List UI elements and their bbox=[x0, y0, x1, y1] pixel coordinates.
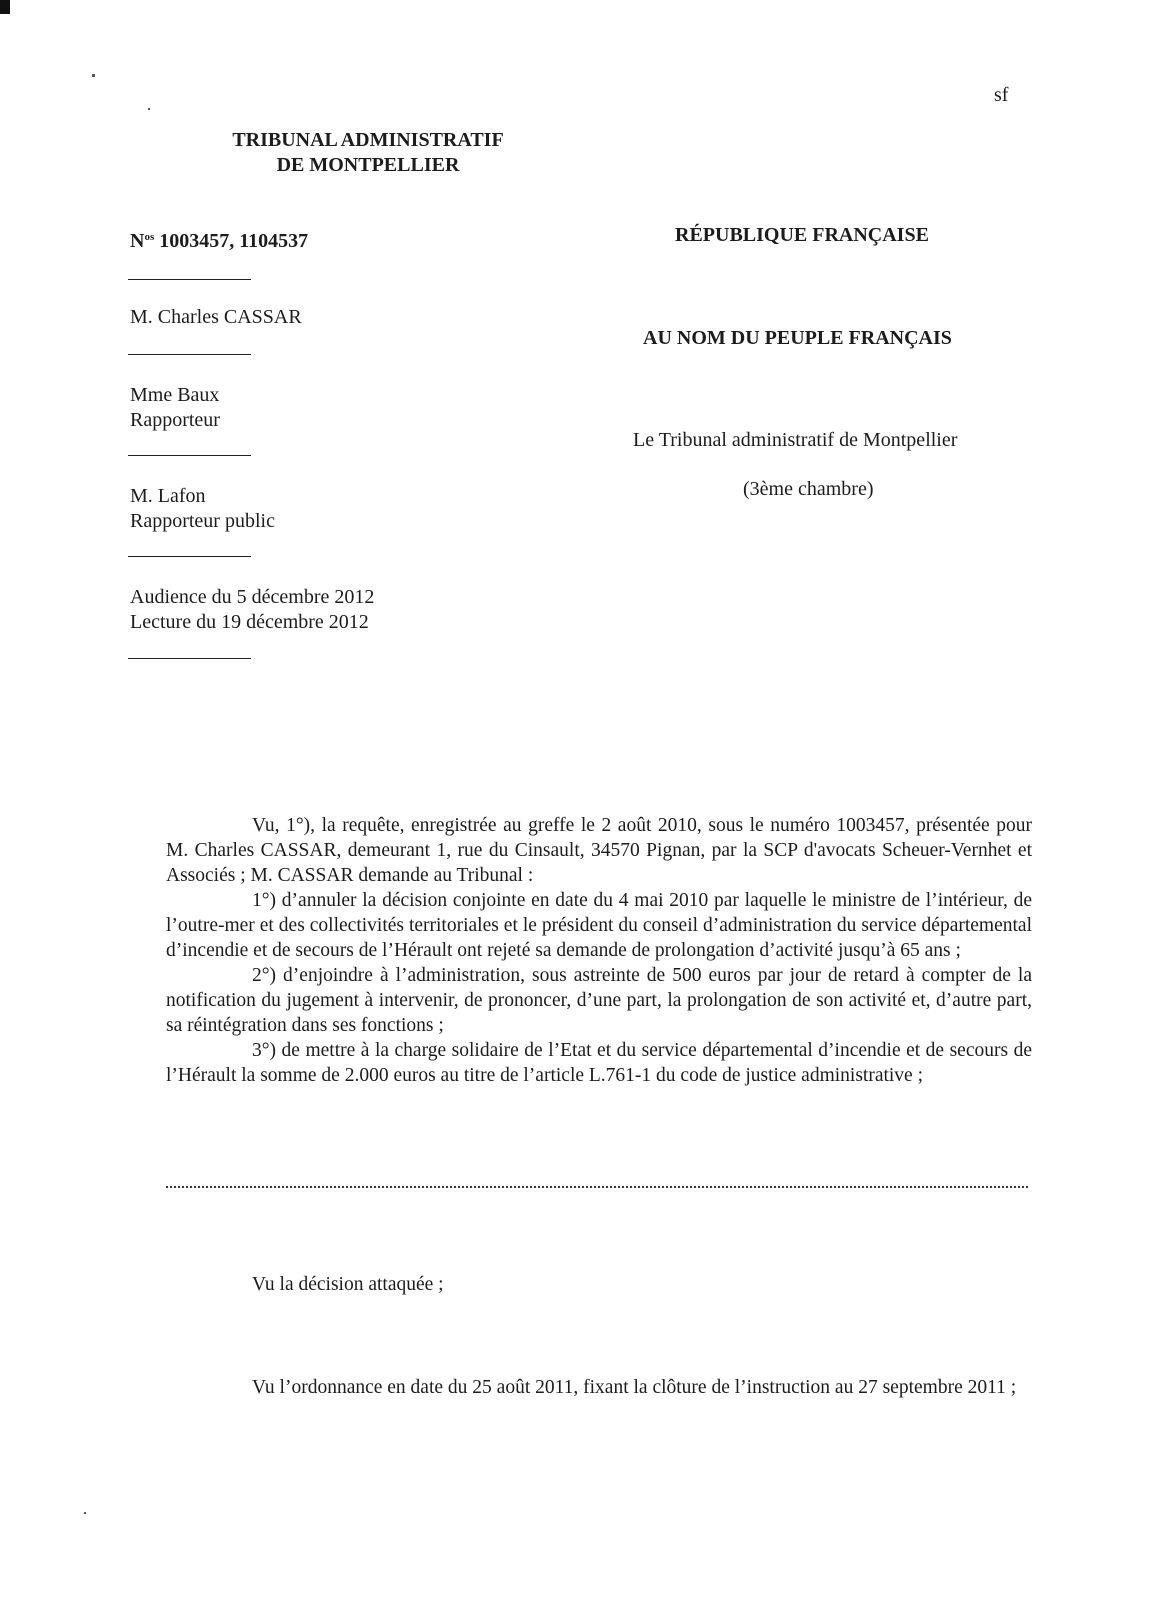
rapporteur-role: Rapporteur bbox=[130, 409, 220, 431]
hearing-dates bbox=[130, 585, 374, 635]
scan-speck bbox=[148, 108, 150, 110]
ordonnance-text bbox=[166, 1375, 1032, 1400]
separator-rule bbox=[128, 455, 251, 456]
request-item-3: 3°) de mettre à la charge solidaire de l’Etat et du service départemental d’incendie et de secours de l’Hérault la somme de 2.000 euros au titre de l’article L.761-1 du code de justice administrative ; bbox=[166, 1040, 1032, 1086]
dotted-separator bbox=[166, 1186, 1028, 1188]
ordonnance-paragraph: Vu l’ordonnance en date du 25 août 2011, fixant la clôture de l’instruction au 27 septembre 2011 ; bbox=[252, 1377, 1017, 1398]
public-rapporteur-name: M. Lafon bbox=[130, 485, 206, 507]
republic-heading: RÉPUBLIQUE FRANÇAISE bbox=[675, 224, 929, 246]
applicant-name: M. Charles CASSAR bbox=[130, 306, 302, 328]
scan-speck bbox=[84, 1512, 86, 1514]
separator-rule bbox=[128, 279, 251, 280]
reading-date: Lecture du 19 décembre 2012 bbox=[130, 611, 369, 633]
separator-rule bbox=[128, 354, 251, 355]
people-heading: AU NOM DU PEUPLE FRANÇAIS bbox=[643, 327, 952, 349]
public-rapporteur-block bbox=[130, 484, 275, 534]
scan-speck bbox=[92, 74, 95, 77]
chamber: (3ème chambre) bbox=[743, 478, 874, 500]
public-rapporteur-role: Rapporteur public bbox=[130, 510, 275, 532]
case-numbers bbox=[130, 230, 308, 253]
case-number-values: 1003457, 1104537 bbox=[159, 230, 309, 252]
tribunal-name: Le Tribunal administratif de Montpellier bbox=[633, 429, 958, 451]
rapporteur-name: Mme Baux bbox=[130, 384, 220, 406]
case-number-superscript: os bbox=[144, 231, 155, 243]
separator-rule bbox=[128, 556, 251, 557]
request-text bbox=[166, 813, 1032, 1088]
case-number-prefix: N bbox=[130, 230, 145, 252]
corner-reference: sf bbox=[994, 84, 1009, 106]
request-item-1: 1°) d’annuler la décision conjointe en date du 4 mai 2010 par laquelle le ministre de l’intérieur, de l’outre-mer et des collectivités territoriales et le président du conseil d’administration du service départemental d’incendie et de secours de l’Hérault ont rejeté sa demande de prolongation d’activité jusqu’à 65 ans ; bbox=[166, 890, 1032, 961]
hearing-date: Audience du 5 décembre 2012 bbox=[130, 586, 375, 608]
decision-paragraph: Vu la décision attaquée ; bbox=[252, 1274, 444, 1295]
rapporteur-block bbox=[130, 383, 220, 433]
court-heading-line2: DE MONTPELLIER bbox=[276, 154, 460, 176]
request-paragraph: Vu, 1°), la requête, enregistrée au greffe le 2 août 2010, sous le numéro 1003457, présentée pour M. Charles CASSAR, demeurant 1, rue du Cinsault, 34570 Pignan, par la SCP d'avocats Scheuer-Vernhet et Associés ; M. CASSAR demande au Tribunal : bbox=[166, 815, 1032, 886]
scan-corner-mark bbox=[0, 0, 10, 14]
request-item-2: 2°) d’enjoindre à l’administration, sous astreinte de 500 euros par jour de retard à compter de la notification du jugement à intervenir, de prononcer, d’une part, la prolongation de son activité et, d’autre part, sa réintégration dans ses fonctions ; bbox=[166, 965, 1032, 1036]
separator-rule bbox=[128, 658, 251, 659]
court-heading-line1: TRIBUNAL ADMINISTRATIF bbox=[232, 129, 504, 151]
court-heading bbox=[218, 128, 518, 178]
